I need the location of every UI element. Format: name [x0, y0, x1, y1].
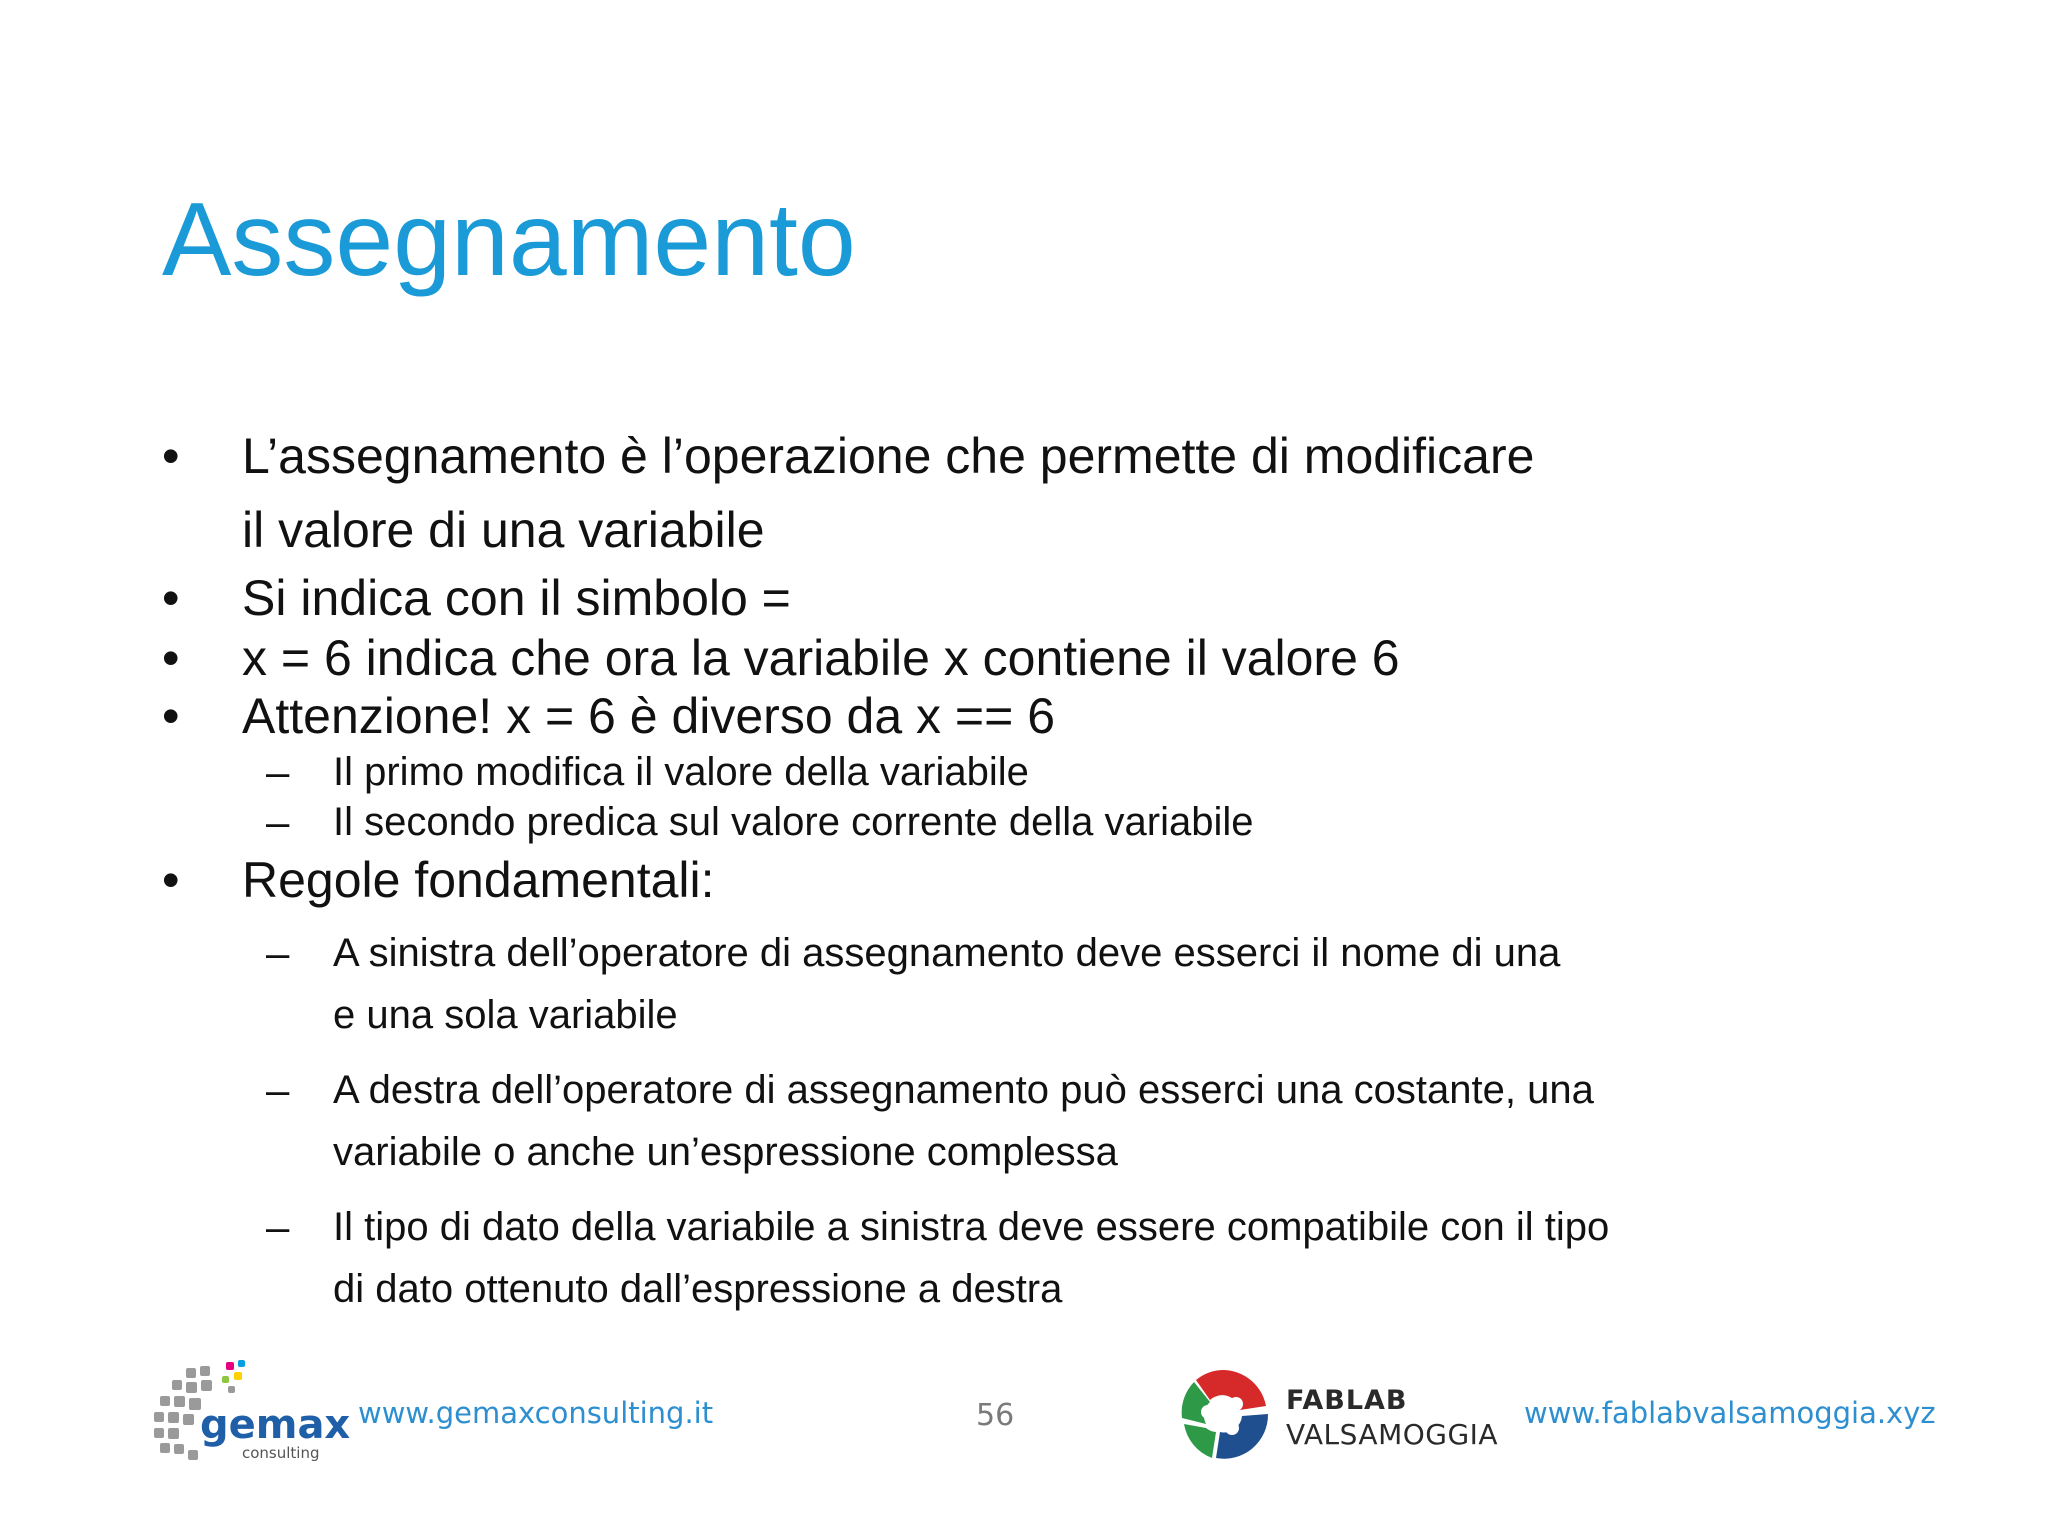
bullet-marker: •: [162, 630, 180, 686]
sub-bullet-text: A destra dell’operatore di assegnamento può esserci una costante, una: [333, 1068, 1594, 1112]
bullet-text: Attenzione! x = 6 è diverso da x == 6: [242, 688, 1056, 744]
bullet-text: L’assegnamento è l’operazione che permette di modificare: [242, 428, 1535, 484]
bullet-marker: •: [162, 852, 180, 908]
dash-marker: –: [266, 798, 290, 845]
fablab-logo-icon: [1176, 1366, 1272, 1462]
sub-bullet-text: Il secondo predica sul valore corrente della variabile: [333, 800, 1254, 844]
sub-bullet-text-cont: di dato ottenuto dall’espressione a destra: [333, 1267, 1063, 1311]
gemax-url-link[interactable]: www.gemaxconsulting.it: [358, 1396, 714, 1430]
fablab-name: [1286, 1384, 1498, 1452]
bullet-marker: •: [162, 688, 180, 744]
sub-bullet-text: A sinistra dell’operatore di assegnamento deve esserci il nome di una: [333, 931, 1561, 975]
bullet-marker: •: [162, 570, 180, 626]
bullet-text-cont: il valore di una variabile: [242, 502, 765, 558]
bullet-text: x = 6 indica che ora la variabile x contiene il valore 6: [242, 630, 1400, 686]
bullet-text: Regole fondamentali:: [242, 852, 715, 908]
gemax-logo-sub: consulting: [242, 1444, 320, 1462]
page-number: 56: [976, 1398, 1015, 1433]
fablab-url-link[interactable]: www.fablabvalsamoggia.xyz: [1524, 1396, 1936, 1430]
sub-bullet-text-cont: variabile o anche un’espressione complessa: [333, 1130, 1118, 1174]
bullet-text: Si indica con il simbolo =: [242, 570, 791, 626]
fablab-name-line2: VALSAMOGGIA: [1286, 1418, 1499, 1451]
fablab-name-line1: FABLAB: [1286, 1385, 1408, 1416]
sub-bullet-text: Il tipo di dato della variabile a sinistra deve essere compatibile con il tipo: [333, 1205, 1610, 1249]
sub-bullet-text-cont: e una sola variabile: [333, 993, 678, 1037]
dash-marker: –: [266, 1203, 290, 1250]
dash-marker: –: [266, 1066, 290, 1113]
bullet-marker: •: [162, 428, 180, 484]
gemax-logo: [146, 1358, 351, 1468]
dash-marker: –: [266, 748, 290, 795]
sub-bullet-text: Il primo modifica il valore della variabile: [333, 750, 1029, 794]
slide-title: Assegnamento: [162, 182, 856, 298]
dash-marker: –: [266, 929, 290, 976]
gemax-logo-text: gemax: [200, 1402, 351, 1448]
